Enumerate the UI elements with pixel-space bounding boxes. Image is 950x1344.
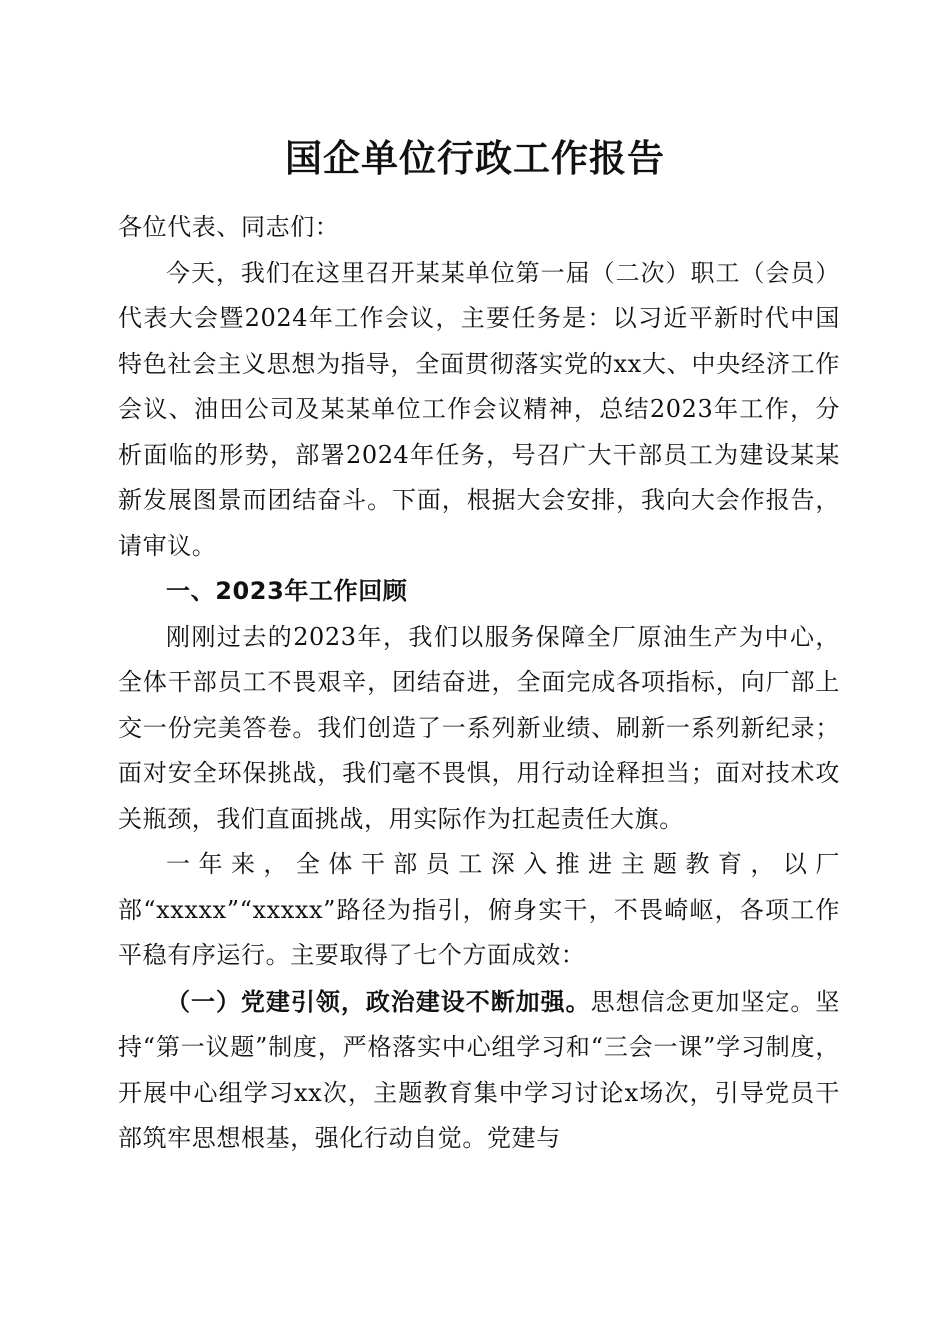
paragraph-achievements: 一年来，全体干部员工深入推进主题教育，以厂部“xxxxx”“xxxxx”路径为指引，俯身实干，不畏崎岖，各项工作平稳有序运行。主要取得了七个方面成效： <box>118 850 840 969</box>
paragraph-review: 刚刚过去的2023年，我们以服务保障全厂原油生产为中心，全体干部员工不畏艰辛，团结奋进，全面完成各项指标，向厂部上交一份完美答卷。我们创造了一系列新业绩、刷新一系列新纪录；面对安全环保挑战，我们毫不畏惧，用行动诠释担当；面对技术攻关瓶颈，我们直面挑战，用实际作为扛起责任大旗。 <box>118 622 840 833</box>
document-body <box>118 205 840 1162</box>
paragraph-party-building <box>118 979 840 1162</box>
paragraph-intro: 今天，我们在这里召开某某单位第一届（二次）职工（会员）代表大会暨2024年工作会议，主要任务是：以习近平新时代中国特色社会主义思想为指导，全面贯彻落实党的xx大、中央经济工作会议、油田公司及某某单位工作会议精神，总结2023年工作，分析面临的形势，部署2024年任务，号召广大干部员工为建设某某新发展图景而团结奋斗。下面，根据大会安排，我向大会作报告，请审议。 <box>118 258 840 560</box>
salutation: 各位代表、同志们： <box>118 213 340 241</box>
document-title: 国企单位行政工作报告 <box>285 136 665 180</box>
section-heading: 一、2023年工作回顾 <box>166 577 408 605</box>
subsection-heading: （一）党建引领，政治建设不断加强。 <box>166 986 591 1016</box>
subsection-text: 思想信念更加坚定。坚持“第一议题”制度，严格落实中心组学习和“三会一课”学习制度，开展中心组学习xx次，主题教育集中学习讨论x场次，引导党员干部筑牢思想根基，强化行动自觉。党建与 <box>118 987 840 1152</box>
